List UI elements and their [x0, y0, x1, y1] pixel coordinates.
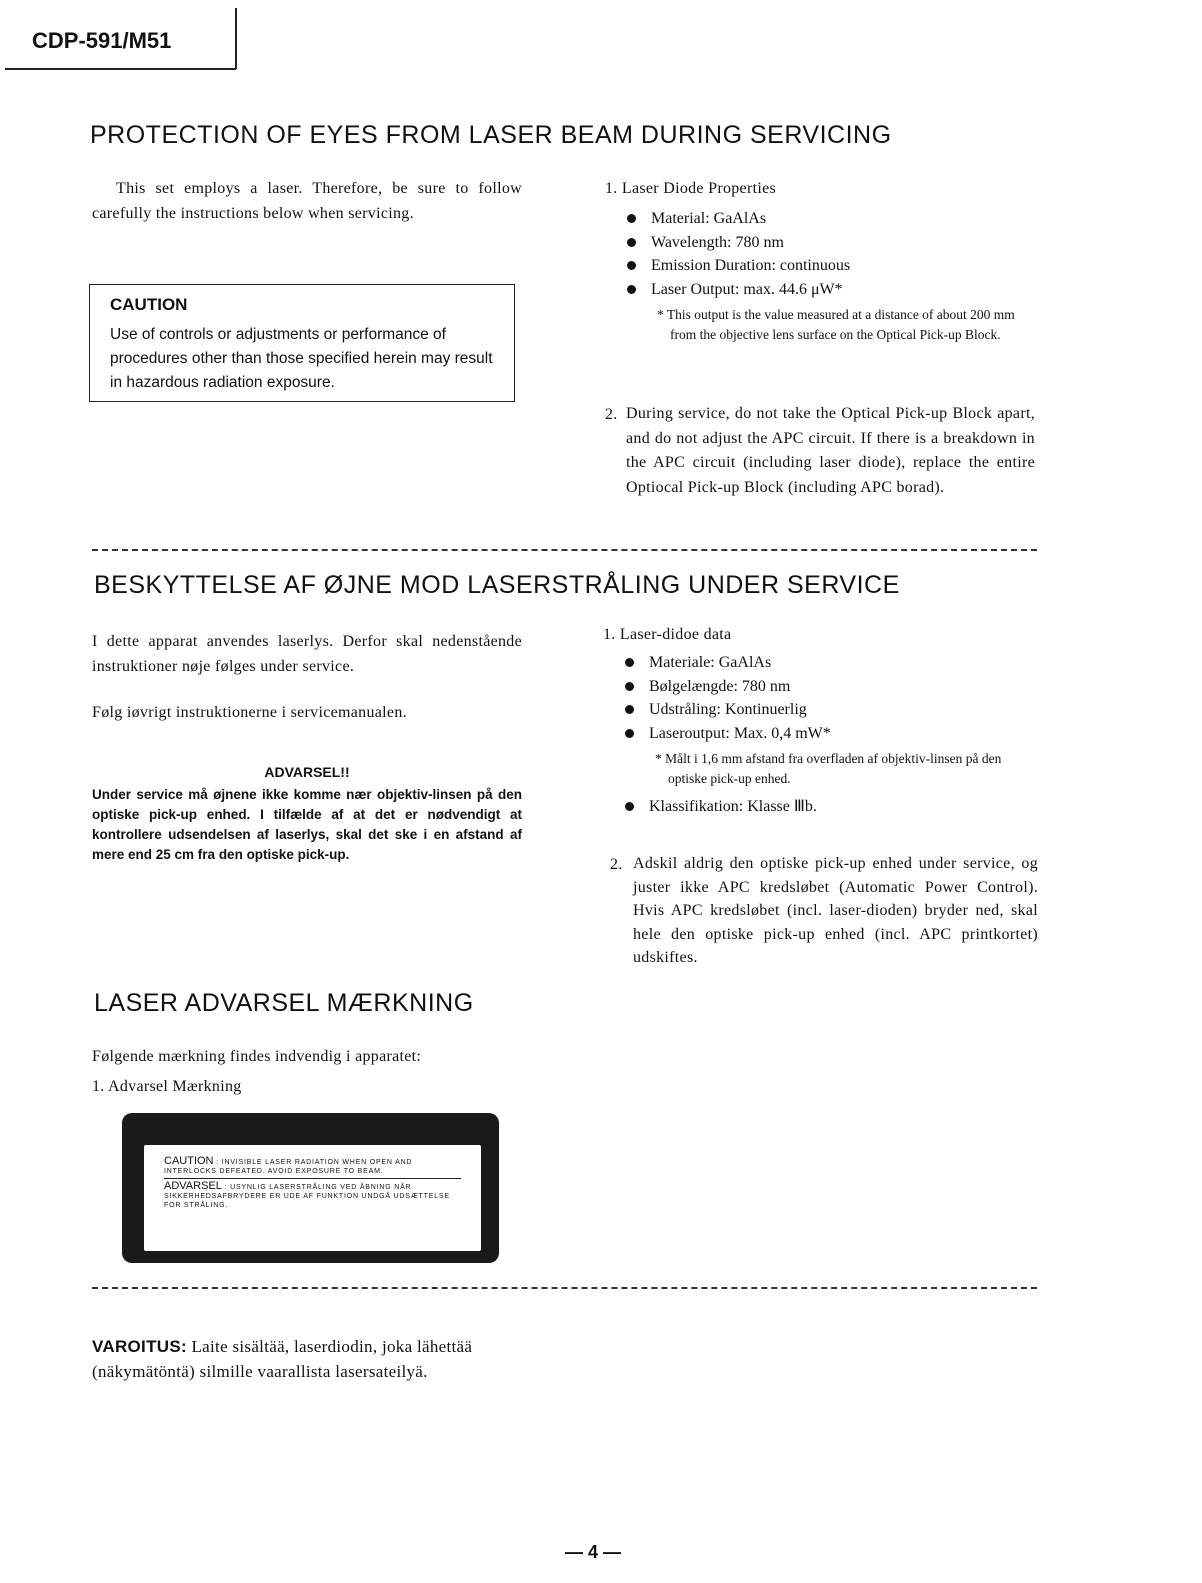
caution-box — [89, 284, 515, 402]
en-item1: 1. Laser Diode Properties — [605, 180, 777, 197]
da-bullet: Bølgelængde: 780 nm — [623, 675, 1038, 699]
finnish-warning: VAROITUS: Laite sisältää, laserdiodin, joka lähettää (näkymätöntä) silmille vaarallista lasersateilyä. — [92, 1337, 473, 1381]
advarsel-title: ADVARSEL!! — [264, 764, 350, 780]
da-item1: 1. Laser-didoe data — [603, 626, 732, 643]
en-bullet: Emission Duration: continuous — [625, 254, 1035, 278]
da-bullet: Udstråling: Kontinuerlig — [623, 698, 1038, 722]
section-title-da: BESKYTTELSE AF ØJNE MOD LASERSTRÅLING UNDER SERVICE — [94, 571, 900, 599]
page-number: — 4 — — [565, 1542, 622, 1562]
en-item2-text: During service, do not take the Optical Pick-up Block apart, and do not adjust the APC circuit. If there is a breakdown in the APC circuit (including laser diode), replace the entire Optiocal Pick-up Block (including APC borad). — [626, 405, 1035, 496]
en-item2 — [605, 402, 1035, 500]
section-divider — [92, 549, 1037, 551]
section-title-marking: LASER ADVARSEL MÆRKNING — [94, 989, 474, 1017]
caution-body: Use of controls or adjustments or performance of procedures other than those specified herein may result in hazardous radiation exposure. — [110, 326, 493, 391]
da-bullet: Laseroutput: Max. 0,4 mW* — [623, 722, 1038, 746]
da-intro2: Følg iøvrigt instruktionerne i servicemanualen. — [92, 704, 407, 721]
en-bullet: Wavelength: 780 nm — [625, 231, 1035, 255]
en-bullet: Laser Output: max. 44.6 μW* — [625, 278, 1035, 302]
da-item2-text: Adskil aldrig den optiske pick-up enhed under service, og juster ikke APC kredsløbet (Automatic Power Control). Hvis APC kredsløbet (incl. laser-dioden) bryder ned, skal hele den optiske pick-up enhed (incl. APC printkortet) udskiftes. — [633, 855, 1038, 966]
caution-title: CAUTION — [110, 295, 188, 314]
header-rule — [5, 68, 236, 70]
da-item2 — [610, 852, 1038, 970]
da-laser-data — [603, 622, 1038, 819]
marking-item1: 1. Advarsel Mærkning — [92, 1078, 242, 1095]
advarsel-body: Under service må øjnene ikke komme nær objektiv-linsen på den optiske pick-up enhed. I tilfælde af at det er nødvendigt at kontrollere udsendelsen af laserlys, skal det ske i en afstand af mere end 25 cm fra den optiske pick-up. — [92, 787, 522, 862]
model-number: CDP-591/M51 — [32, 28, 172, 53]
en-bullet: Material: GaAlAs — [625, 207, 1035, 231]
da-item2-number: 2. — [610, 856, 623, 873]
da-intro: I dette apparat anvendes laserlys. Derfor skal nedenstående instruktioner nøje følges under service. — [92, 633, 522, 675]
label-caution: CAUTION : INVISIBLE LASER RADIATION WHEN OPEN AND INTERLOCKS DEFEATED. AVOID EXPOSURE TO BEAM. — [164, 1155, 413, 1175]
marking-intro: Følgende mærkning findes indvendig i apparatet: — [92, 1048, 422, 1065]
da-note: * Målt i 1,6 mm afstand fra overfladen af objektiv-linsen på den optiske pick-up enhed. — [655, 751, 1002, 786]
en-laser-properties — [605, 176, 1035, 345]
en-note: * This output is the value measured at a distance of about 200 mm from the objective lens surface on the Optical Pick-up Block. — [657, 307, 1015, 342]
da-bullet: Klassifikation: Klasse Ⅲb. — [623, 795, 1038, 819]
label-advarsel: ADVARSEL : USYNLIG LASERSTRÅLING VED ÅBNING NÅR SIKKERHEDSAFBRYDERE ER UDE AF FUNKTION UNDGÅ UDSÆTTELSE FOR STRÅLING. — [164, 1180, 450, 1209]
section-divider — [92, 1287, 1037, 1289]
en-item2-number: 2. — [605, 406, 618, 423]
section-title-en: PROTECTION OF EYES FROM LASER BEAM DURING SERVICING — [90, 121, 892, 149]
laser-warning-label — [122, 1113, 499, 1263]
da-bullet: Materiale: GaAlAs — [623, 651, 1038, 675]
header-rule-vertical — [235, 8, 237, 69]
en-intro: This set employs a laser. Therefore, be sure to follow carefully the instructions below when servicing. — [92, 180, 522, 222]
